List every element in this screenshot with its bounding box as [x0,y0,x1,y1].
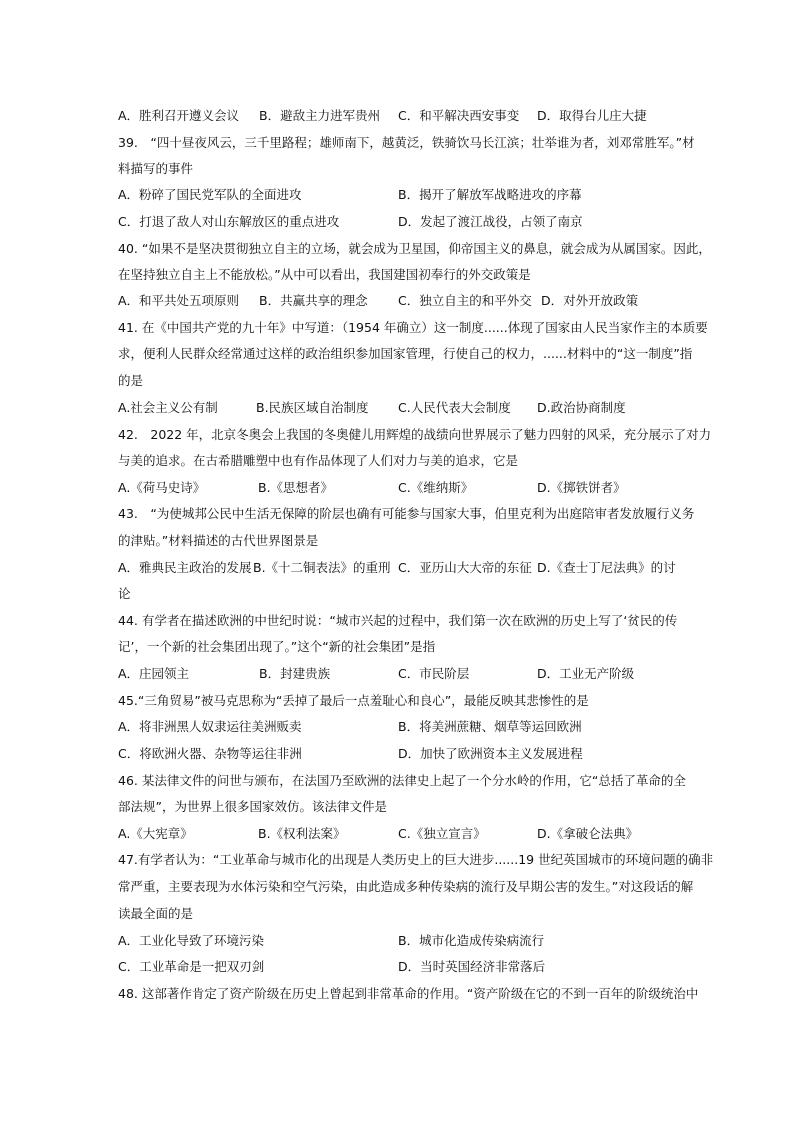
q38-option-b: B．避敌主力进军贵州 [259,108,381,123]
q40-option-b: B．共赢共享的理念 [259,293,368,308]
q42-stem-line-1: 42. 2022 年，北京冬奥会上我国的冬奥健儿用辉煌的战绩向世界展示了魅力四射的风采，充分展示了对力 [118,427,712,442]
q41-stem-line-1: 41. 在《中国共产党的九十年》中写道：（1954 年确立）这一制度......体现了国家由人民当家作主的本质要 [118,320,708,335]
q45-stem-line-1: 45.“三角贸易”被马克思称为“丢掉了最后一点羞耻心和良心”，最能反映其悲惨性的是 [118,693,589,708]
q47-stem-line-1: 47.有学者认为：“工业革命与城市化的出现是人类历史上的巨大进步......19 世纪英国城市的环境问题的确非 [118,852,714,867]
q39-stem-line-1: 39. “四十昼夜风云，三千里路程；雄师南下，越黄泛，铁骑饮马长江滨；壮举谁为者，刘邓常胜军。”材 [118,135,695,150]
q43-option-b: B.《十二铜表法》的重刑 [253,560,391,575]
q41-stem-line-3: 的是 [118,373,144,388]
q38-option-a: A．胜利召开遵义会议 [118,108,240,123]
q38-option-c: C．和平解决西安事变 [398,108,520,123]
q41-stem-line-2: 求，便利人民群众经常通过这样的政治组织参加国家管理，行使自己的权力，......材料中的“这一制度”指 [118,346,693,361]
q44-option-a: A．庄园领主 [118,666,190,681]
q43-option-d: D.《查士丁尼法典》的讨 [537,560,676,575]
q41-option-d: D.政治协商制度 [537,400,626,415]
q40-stem-line-2: 在坚持独立自主上不能放松。”从中可以看出，我国建国初奉行的外交政策是 [118,267,531,282]
q46-option-a: A.《大宪章》 [118,826,193,841]
q46-stem-line-1: 46. 某法律文件的问世与颁布，在法国乃至欧洲的法律史上起了一个分水岭的作用，它“总括了革命的全 [118,773,686,788]
q47-stem-line-2: 常严重，主要表现为水体污染和空气污染，由此造成多种传染病的流行及早期公害的发生。”对这段话的解 [118,879,694,894]
q40-option-a: A．和平共处五项原则 [118,293,240,308]
q47-option-c: C．工业革命是一把双刃剑 [118,959,265,974]
q39-option-b: B．揭开了解放军战略进攻的序幕 [398,187,582,202]
q40-option-c: C．独立自主的和平外交 [398,293,532,308]
q45-option-b: B．将美洲蔗糖、烟草等运回欧洲 [398,719,582,734]
q44-option-d: D．工业无产阶级 [537,666,635,681]
q46-option-c: C.《独立宣言》 [398,826,486,841]
q44-option-c: C．市民阶层 [398,666,470,681]
q41-option-c: C.人民代表大会制度 [398,400,511,415]
q42-option-b: B.《思想者》 [258,480,334,495]
q42-stem-line-2: 与美的追求。在古希腊雕塑中也有作品体现了人们对力与美的追求，它是 [118,453,519,468]
q43-option-a: A．雅典民主政治的发展 [118,560,252,575]
q39-option-d: D．发起了渡江战役，占领了南京 [398,214,583,229]
q48-stem-line-1: 48. 这部著作肯定了资产阶级在历史上曾起到非常革命的作用。“资产阶级在它的不到一百年的阶级统治中 [118,986,699,1001]
q44-stem-line-2: 记’，一个新的社会集团出现了。”这个“新的社会集团”是指 [118,639,436,654]
q47-stem-line-3: 读最全面的是 [118,906,194,921]
q42-option-a: A.《荷马史诗》 [118,480,206,495]
q42-option-d: D.《掷铁饼者》 [537,480,626,495]
q44-stem-line-1: 44. 有学者在描述欧洲的中世纪时说：“城市兴起的过程中，我们第一次在欧洲的历史上写了‘贫民的传 [118,613,678,628]
q43-option-c: C．亚历山大大帝的东征 [398,560,532,575]
q46-option-b: B.《权利法案》 [258,826,346,841]
q39-option-c: C．打退了敌人对山东解放区的重点进攻 [118,214,340,229]
q47-option-a: A．工业化导致了环境污染 [118,933,265,948]
q40-option-d: D．对外开放政策 [541,293,639,308]
q46-option-d: D.《拿破仑法典》 [537,826,639,841]
q45-option-d: D．加快了欧洲资本主义发展进程 [398,746,583,761]
q39-option-a: A．粉碎了国民党军队的全面进攻 [118,187,302,202]
q41-option-a: A.社会主义公有制 [118,400,218,415]
q43-stem-line-2: 的津贴。”材料描述的古代世界图景是 [118,533,319,548]
q44-option-b: B．封建贵族 [259,666,331,681]
q39-stem-line-2: 料描写的事件 [118,161,194,176]
q46-stem-line-2: 部法规”，为世界上很多国家效仿。该法律文件是 [118,799,387,814]
q45-option-a: A．将非洲黑人奴隶运往美洲贩卖 [118,719,302,734]
q42-option-c: C.《维纳斯》 [398,480,474,495]
q41-option-b: B.民族区域自治制度 [256,400,369,415]
q43-option-d-wrap: 论 [118,586,131,601]
q38-option-d: D．取得台儿庄大捷 [537,108,647,123]
q45-option-c: C．将欧洲火器、杂物等运往非洲 [118,746,302,761]
q47-option-d: D．当时英国经济非常落后 [398,959,546,974]
q40-stem-line-1: 40. “如果不是坚决贯彻独立自主的立场，就会成为卫星国，仰帝国主义的鼻息，就会成为从属国家。因此， [118,241,711,256]
q43-stem-line-1: 43. “为使城邦公民中生活无保障的阶层也确有可能参与国家大事，伯里克利为出庭陪审者发放履行义务 [118,506,695,521]
q47-option-b: B．城市化造成传染病流行 [398,933,545,948]
